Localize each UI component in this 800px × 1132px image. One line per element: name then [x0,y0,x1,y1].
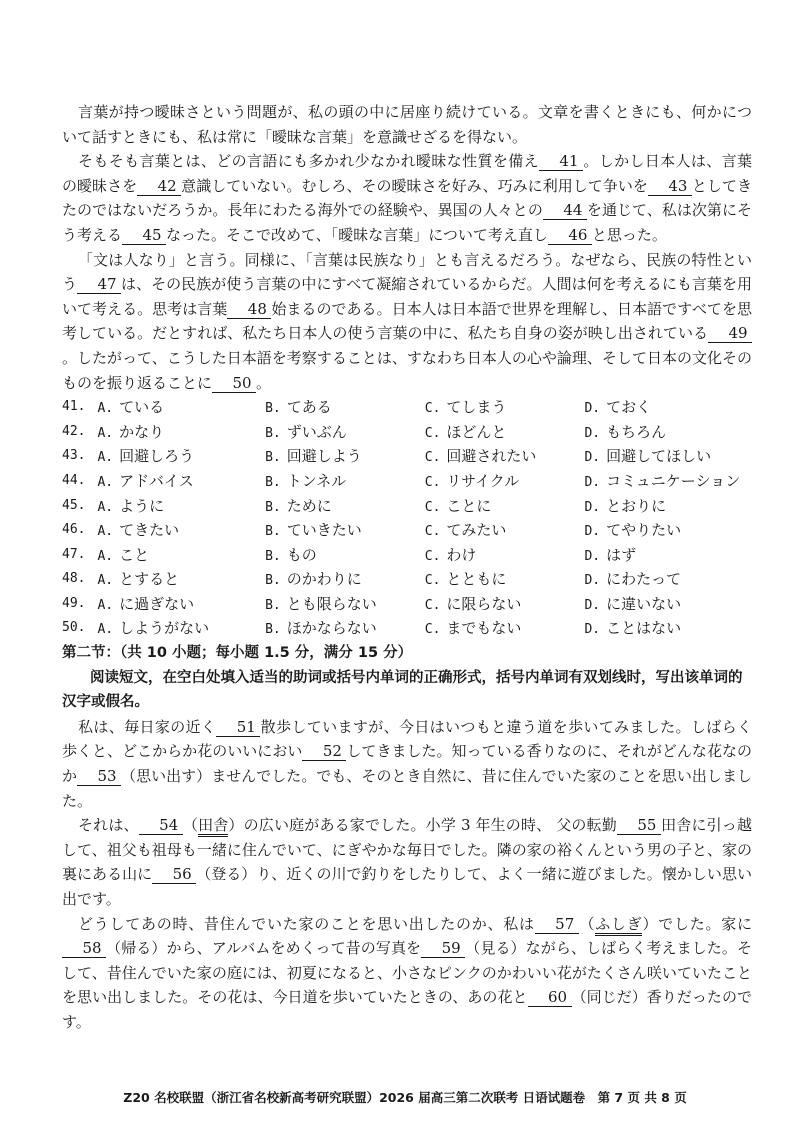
blank-44: 44 [543,201,587,220]
blank-54: 54 [139,816,183,835]
option-42-d: もちろん [606,422,667,441]
option-50-a: しようがない [119,619,210,638]
option-46-c: てみたい [446,521,507,540]
option-41-b: てある [286,398,332,417]
option-row-48: 48. A. とすると B. のかわりに C. とともに D. にわたって [62,570,682,589]
option-50-d: ことはない [606,619,682,638]
option-47-c: わけ [446,545,477,564]
option-row-46: 46. A. てきたい B. ていきたい C. てみたい D. てやりたい [62,521,682,540]
option-48-d: にわたって [606,570,682,589]
blank-59: 59 [421,939,465,958]
passage1-paragraph-2: そもそも言葉とは、どの言語にも多かれ少なかれ曖昧な性質を備え 41 。しかし日本人は、言葉の曖昧さを 42 意識していない。むしろ、その曖昧さを好み、巧みに利用して争いを 43 としてきたのではないだろうか。長年にわたる海外での経験や、異国の人々との 44 を通じて、私は次第にそう考える 45 なった。そこで改めて、「曖昧な言葉」について考え直し 46 と思った。 [62,152,752,244]
double-underlined-word-54: 田舎 [198,816,228,837]
option-44-d: コミュニケーション [606,471,741,490]
blank-53: 53 [77,767,121,786]
option-48-c: とともに [446,570,507,589]
blank-47: 47 [77,275,121,294]
blank-43: 43 [648,177,692,196]
blank-49: 49 [708,324,752,343]
exam-page [62,100,752,1035]
blank-46: 46 [548,226,592,245]
blank-48: 48 [227,300,271,319]
blank-45: 45 [122,226,166,245]
blank-55: 55 [617,816,661,835]
section-instruction: 阅读短文，在空白处填入适当的助词或括号内单词的正确形式，括号内单词有双划线时，写出该单词的汉字或假名。 [62,669,743,711]
option-44-c: リサイクル [446,471,520,490]
option-row-44: 44. A. アドバイス B. トンネル C. リサイクル D. コミュニケーション [62,471,741,490]
option-45-a: ように [119,496,165,515]
passage2-paragraph-3: どうしてあの時、昔住んでいた家のことを思い出したのか、私は 57 （ふしぎ）でした。家に58 （帰る）から、アルバムをめくって昔の写真を 59 （見る）ながら、しばらく考えました。そして、昔住んでいた家の庭には、初夏になると、小さなピンクのかわいい花がたくさん咲いていたことを思い出しました。その花は、今日道を歩いていたときの、あの花と 60 （同じだ）香りだったのです。 [62,914,752,1031]
option-43-b: 回避しよう [286,447,362,466]
option-50-c: までもない [446,619,522,638]
option-42-b: ずいぶん [286,422,347,441]
page-footer: Z20 名校联盟（浙江省名校新高考研究联盟）2026 届高三第二次联考 日语试题卷 第 7 页 共 8 页 [123,1090,687,1105]
blank-57: 57 [535,915,579,934]
option-row-45: 45. A. ように B. ために C. ことに D. とおりに [62,496,667,515]
blank-41: 41 [539,152,583,171]
blank-60: 60 [528,988,572,1007]
option-row-41: 41. A. ている B. てある C. てしまう D. ておく [62,398,652,417]
option-43-a: 回避しろう [119,447,195,466]
option-row-50: 50. A. しようがない B. ほかならない C. までもない D. ことはない [62,619,682,638]
option-42-c: ほどんと [446,422,507,441]
passage2-paragraph-2: それは、 54 （田舎）の広い庭がある家でした。小学 3 年生の時、 父の転勤 55 田舎に引っ越して、祖父も祖母も一緒に住んでいて、にぎやかな毎日でした。隣の家の裕くんという男の子と、家の裏にある山に 56 （登る）り、近くの川で釣りをしたりして、よく一緒に遊びました。懐かしい思い出です。 [62,816,752,908]
option-45-d: とおりに [606,496,667,515]
option-row-47: 47. A. こと B. もの C. わけ D. はず [62,545,637,564]
passage1-paragraph-3: 「文は人なり」と言う。同様に、「言葉は民族なり」とも言えるだろう。なぜなら、民族の特性という 47 は、その民族が使う言葉の中にすべて凝縮されているからだ。人間は何を考えるにも言葉を用いて考える。思考は言葉 48 始まるのである。日本人は日本語で世界を理解し、日本語ですべてを思考している。だとすれば、私たち日本人の使う言葉の中に、私たち自身の姿が映し出されている 49。したがって、こうした日本語を考察することは、すなわち日本人の心や論理、そして日本の文化そのものを振り返ることに 50 。 [62,250,752,392]
option-48-a: とすると [119,570,180,589]
blank-42: 42 [137,177,181,196]
option-49-c: に限らない [446,594,522,613]
option-50-b: ほかならない [286,619,377,638]
options-list [62,395,752,641]
passage1-paragraph-1: 言葉が持つ曖昧さという問題が、私の頭の中に居座り続けている。文章を書くときにも、何かについて話すときにも、私は常に「曖昧な言葉」を意識せざるを得ない。 [62,103,752,146]
option-44-b: トンネル [286,471,347,490]
section-heading: 第二节：（共 10 小题；每小题 1.5 分，满分 15 分） [62,645,413,662]
option-row-42: 42. A. かなり B. ずいぶん C. ほどんと D. もちろん [62,422,667,441]
option-46-b: ていきたい [286,521,362,540]
option-46-d: てやりたい [606,521,682,540]
option-44-a: アドバイス [119,471,194,490]
option-47-d: はず [606,545,637,564]
option-45-c: ことに [446,496,492,515]
option-41-d: ておく [606,398,652,417]
passage2-paragraph-1: 私は、毎日家の近く 51 散歩していますが、今日はいつもと違う道を歩いてみました。しばらく歩くと、どこからか花のいいにおい 52 してきました。知っている香りなのに、それがどんな花なのか 53 （思い出す）ませんでした。でも、そのとき自然に、昔に住んでいた家のことを思い出しました。 [62,717,752,810]
option-49-a: に過ぎない [119,594,195,613]
blank-50: 50 [212,374,256,393]
blank-52: 52 [302,742,346,761]
blank-58: 58 [62,939,106,958]
option-47-a: こと [119,545,150,564]
option-43-d: 回避してほしい [606,447,712,466]
option-42-a: かなり [119,422,165,441]
option-49-b: とも限らない [286,594,377,613]
option-46-a: てきたい [119,521,180,540]
option-45-b: ために [286,496,332,515]
option-row-49: 49. A. に過ぎない B. とも限らない C. に限らない D. に違いない [62,594,682,613]
double-underlined-word-57: ふしぎ [595,915,642,936]
option-43-c: 回避されたい [446,447,537,466]
option-49-d: に違いない [606,594,682,613]
blank-51: 51 [216,718,260,737]
option-47-b: もの [286,545,317,564]
option-row-43: 43. A. 回避しろう B. 回避しよう C. 回避されたい D. 回避してほしい [62,447,712,466]
option-48-b: のかわりに [286,570,362,589]
option-41-a: ている [119,398,165,417]
option-41-c: てしまう [446,398,507,417]
blank-56: 56 [152,865,196,884]
